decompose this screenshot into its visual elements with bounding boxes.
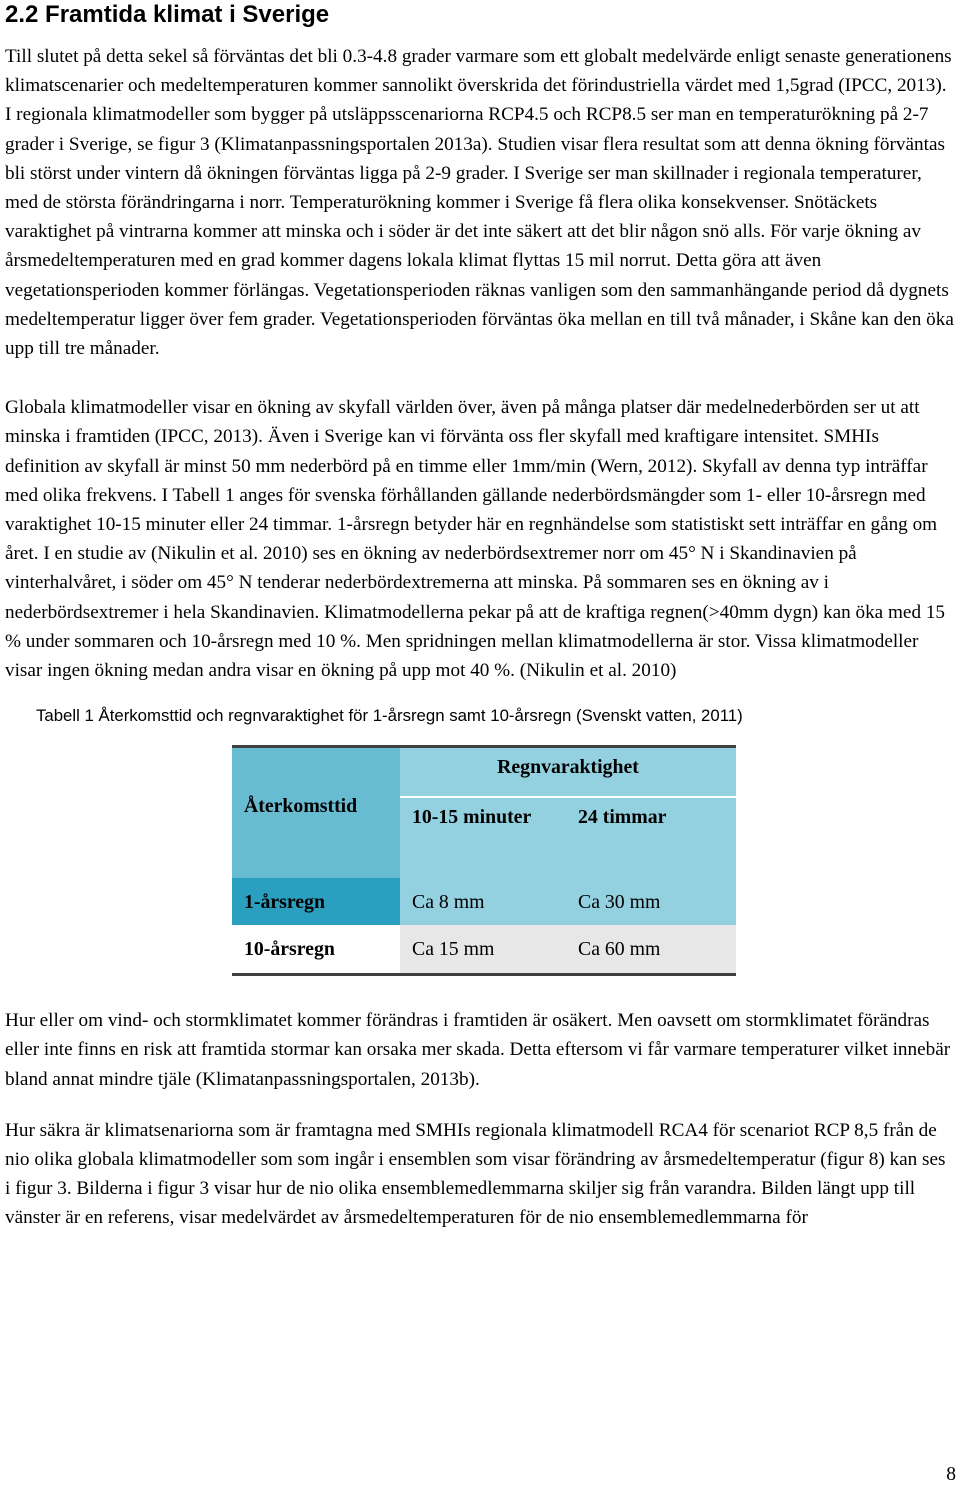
paragraph-scenarios: Hur säkra är klimatsenariorna som är framtagna med SMHIs regionala klimatmodell RCA4 för scenariot RCP 8,5 från de nio olika globala klimatmodeller som som ingår i ensemblen som visar förändring av årsmedeltemperatur (figur 8) kan ses i figur 3. Bilderna i figur 3 visar hur de nio olika ensemblemedlemmarna skiljer sig från varandra. Bilden längt upp till vänster är en referens, visar medelvärdet av årsmedeltemperaturen för de nio ensemblemedlemmarna för xyxy=(5,1119,946,1229)
table-cell: Ca 8 mm xyxy=(400,878,566,925)
rain-table xyxy=(232,745,736,976)
table-header-duration-short: 10-15 minuter xyxy=(400,798,566,878)
document-page xyxy=(5,0,955,1233)
table-row-label: 1-årsregn xyxy=(232,878,400,925)
paragraph-temperature: Till slutet på detta sekel så förväntas det bli 0.3-4.8 grader varmare som ett globalt medelvärde enligt senaste generationens klimatscenarier och medeltemperaturen kommer sannolikt överskrida det förindustriella värdet med 1,5grad (IPCC, 2013). I regionala klimatmodeller som bygger på utsläppsscenariorna RCP4.5 och RCP8.5 ser man en temperaturökning på 2-7 grader i Sverige, se figur 3 (Klimatanpassningsportalen 2013a). Studien visar flera resultat som att denna ökning förväntas bli störst under vintern då ökningen förväntas ligga på 2-9 grader. I Sverige ser man skillnader i regionala temperaturer, med de största förändringarna i norr. Temperaturökning kommer i Sverige få flera olika konsekvenser. Snötäckets varaktighet på vintrarna kommer att minska och i söder är det inte säkert att det blir någon snö alls. För varje ökning av årsmedeltemperaturen med en grad kommer dagens lokala klimat flyttas 15 mil norrut. Detta göra att även vegetationsperioden kommer förlängas. Vegetationsperioden räknas vanligen som den sammanhängande period då dygnets medeltemperatur ligger över fem grader. Vegetationsperioden förväntas öka mellan en till två månader, i Skåne kan den öka upp till tre månader. xyxy=(5,46,954,360)
table-row-label: 10-årsregn xyxy=(232,925,400,973)
paragraph-precipitation: Globala klimatmodeller visar en ökning av skyfall världen över, även på många platser där medelnederbörden ser ut att minska i framtiden (IPCC, 2013). Även i Sverige kan vi förvänta oss fler skyfall med kraftigare intensitet. SMHIs definition av skyfall är minst 50 mm nederbörd på en timme eller 1mm/min (Wern, 2012). Skyfall av denna typ inträffar med olika frekvens. I Tabell 1 anges för svenska förhållanden gällande nederbördsmängder som 1- eller 10-årsregn med varaktighet 10-15 minuter eller 24 timmar. 1-årsregn betyder här en regnhändelse som statistiskt sett inträffar en gång om året. I en studie av (Nikulin et al. 2010) ses en ökning av nederbördsextremer norr om 45° N i Skandinavien på vinterhalvåret, i söder om 45° N tenderar nederbördextremerna att minska. På sommaren ses en ökning av i nederbördsextremer i hela Skandinavien. Klimatmodellerna pekar på att de kraftiga regnen(>40mm dygn) kan öka med 15 % under sommaren och 10-årsregn med 10 %. Men spridningen mellan klimatmodellerna är stor. Vissa klimatmodeller visar ingen ökning medan andra visar en ökning på upp mot 40 %. (Nikulin et al. 2010) xyxy=(5,397,946,682)
section-heading: 2.2 Framtida klimat i Sverige xyxy=(5,1,330,28)
table-caption: Tabell 1 Återkomsttid och regnvaraktighet för 1-årsregn samt 10-årsregn (Svenskt vatten, 2011) xyxy=(36,706,743,726)
table-header-return-period: Återkomsttid xyxy=(232,748,400,878)
table-cell: Ca 15 mm xyxy=(400,925,566,973)
page-number: 8 xyxy=(946,1464,956,1485)
table-cell: Ca 60 mm xyxy=(566,925,736,973)
table-cell: Ca 30 mm xyxy=(566,878,736,925)
table-header-duration-long: 24 timmar xyxy=(566,798,736,878)
table-header-rain-duration: Regnvaraktighet xyxy=(400,748,736,798)
paragraph-wind: Hur eller om vind- och stormklimatet kommer förändras i framtiden är osäkert. Men oavsett om stormklimatet förändras eller inte finns en risk att framtida stormar kan orsaka mer skada. Detta eftersom vi får varmare temperaturer vilket innebär bland annat mindre tjäle (Klimatanpassningsportalen, 2013b). xyxy=(5,1010,951,1090)
